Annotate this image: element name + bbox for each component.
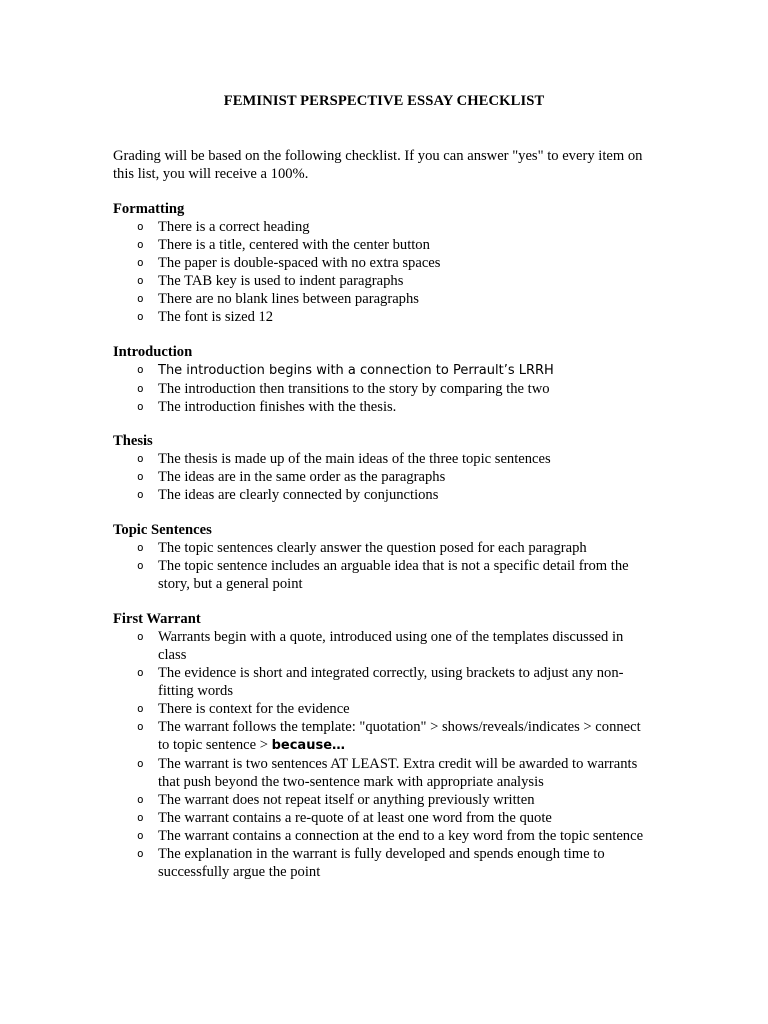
document-title: FEMINIST PERSPECTIVE ESSAY CHECKLIST: [223, 93, 545, 109]
checklist-item: o There is context for the evidence: [137, 701, 350, 717]
bullet-icon: o: [137, 541, 144, 554]
intro-paragraph: Grading will be based on the following checklist. If you can answer "yes" to every item on this list, you will receive a 100%.: [113, 148, 643, 182]
section-heading: Topic Sentences: [113, 522, 212, 538]
bullet-icon: o: [137, 757, 144, 770]
checklist: [113, 450, 673, 504]
bullet-icon: o: [137, 256, 144, 269]
bullet-icon: o: [137, 559, 144, 572]
bullet-icon: o: [137, 292, 144, 305]
checklist-item: o The warrant contains a re-quote of at least one word from the quote: [137, 810, 552, 826]
bullet-icon: o: [137, 847, 144, 860]
section-introduction: [113, 343, 673, 416]
bullet-icon: o: [137, 829, 144, 842]
checklist-item: o Warrants begin with a quote, introduced using one of the templates discussed in class: [137, 629, 624, 663]
checklist: [113, 628, 673, 881]
section-heading: Formatting: [113, 201, 185, 217]
bullet-icon: o: [137, 310, 144, 323]
bullet-icon: o: [137, 274, 144, 287]
bullet-icon: o: [137, 363, 144, 376]
bullet-icon: o: [137, 382, 144, 395]
checklist-item: o The warrant is two sentences AT LEAST. Extra credit will be awarded to warrants that push beyond the two-sentence mark with appropriate analysis: [137, 756, 638, 790]
checklist-item: o The introduction begins with a connection to Perrault’s LRRH: [137, 363, 554, 378]
bullet-icon: o: [137, 793, 144, 806]
checklist-item: o The TAB key is used to indent paragraphs: [137, 273, 404, 289]
checklist-item: o The warrant does not repeat itself or anything previously written: [137, 792, 535, 808]
checklist-item: o The ideas are in the same order as the paragraphs: [137, 469, 446, 485]
checklist-item: o The warrant contains a connection at the end to a key word from the topic sentence: [137, 828, 644, 844]
bullet-icon: o: [137, 470, 144, 483]
section-heading: Thesis: [113, 433, 153, 449]
checklist-item: o The introduction finishes with the thesis.: [137, 399, 397, 415]
checklist: [113, 539, 673, 593]
because-text: because…: [271, 738, 346, 753]
checklist-item: o There are no blank lines between paragraphs: [137, 291, 419, 307]
checklist-item: o The paper is double-spaced with no extra spaces: [137, 255, 441, 271]
bullet-icon: o: [137, 488, 144, 501]
checklist-item: o The explanation in the warrant is fully developed and spends enough time to successfully argue the point: [137, 846, 605, 880]
section-topic-sentences: [113, 521, 673, 593]
checklist: [113, 361, 673, 416]
bullet-icon: o: [137, 666, 144, 679]
bullet-icon: o: [137, 702, 144, 715]
bullet-icon: o: [137, 452, 144, 465]
section-first-warrant: [113, 610, 673, 881]
checklist-item: o The warrant follows the template: "quotation" > shows/reveals/indicates > connect to topic sentence > because…: [137, 719, 641, 753]
checklist-item: o The topic sentences clearly answer the question posed for each paragraph: [137, 540, 587, 556]
bullet-icon: o: [137, 811, 144, 824]
checklist-item: o The topic sentence includes an arguable idea that is not a specific detail from the story, but a general point: [137, 558, 629, 592]
bullet-icon: o: [137, 220, 144, 233]
checklist-item: o The ideas are clearly connected by conjunctions: [137, 487, 439, 503]
bullet-icon: o: [137, 630, 144, 643]
bullet-icon: o: [137, 400, 144, 413]
checklist-item: o The thesis is made up of the main ideas of the three topic sentences: [137, 451, 551, 467]
checklist-item: o The evidence is short and integrated correctly, using brackets to adjust any non-fitting words: [137, 665, 624, 699]
checklist-item: o The introduction then transitions to the story by comparing the two: [137, 381, 550, 397]
section-heading: First Warrant: [113, 611, 201, 627]
section-heading: Introduction: [113, 344, 193, 360]
section-formatting: [113, 200, 673, 326]
checklist-item: o There is a correct heading: [137, 219, 310, 235]
bullet-icon: o: [137, 238, 144, 251]
section-thesis: [113, 432, 673, 504]
checklist-item: o There is a title, centered with the center button: [137, 237, 430, 253]
checklist-item: o The font is sized 12: [137, 309, 274, 325]
checklist: [113, 218, 673, 326]
bullet-icon: o: [137, 720, 144, 733]
